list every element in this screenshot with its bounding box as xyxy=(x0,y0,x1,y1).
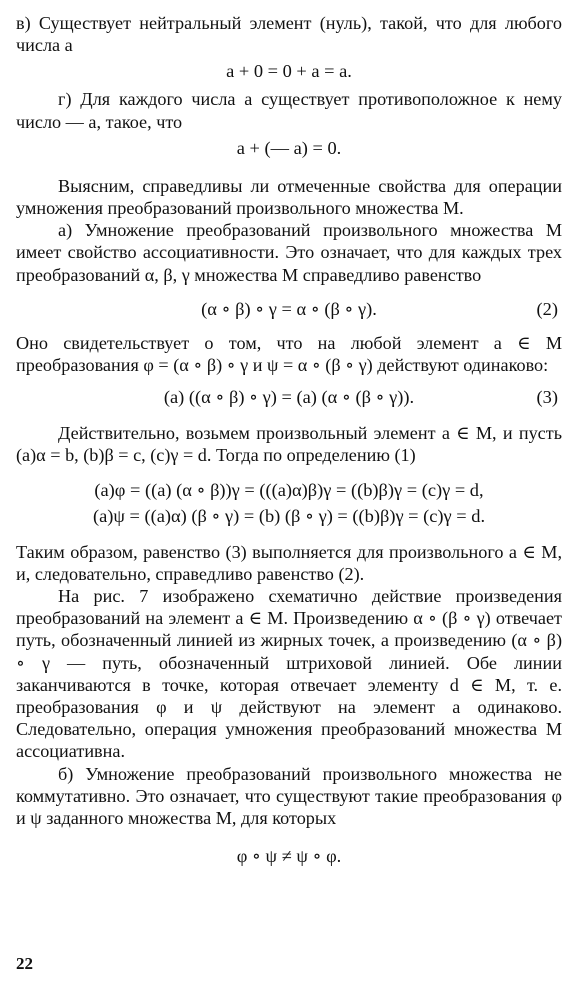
formula-opposite-text: a + (— a) = 0. xyxy=(236,137,342,158)
formula-3-text: (a) ((α ∘ β) ∘ γ) = (a) (α ∘ (β ∘ γ)). xyxy=(163,387,415,408)
paragraph-neutral-element: в) Существует нейтральный элемент (нуль), такой, что для любого числа a xyxy=(16,13,562,56)
formula-3-number: (3) xyxy=(536,387,558,408)
formula-2 xyxy=(16,298,562,320)
formula-non-commutative-text: φ ∘ ψ ≠ ψ ∘ φ. xyxy=(236,846,342,867)
paragraph-acts-equally: Оно свидетельствует о том, что на любой элемент a ∈ M преобразования φ = (α ∘ β) ∘ γ и ψ = α ∘ (β ∘ γ) действуют одинаково: xyxy=(16,332,562,376)
formula-2-number: (2) xyxy=(536,298,558,319)
formula-2-text: (α ∘ β) ∘ γ = α ∘ (β ∘ γ). xyxy=(201,298,377,319)
paragraph-opposite-number: г) Для каждого числа a существует противоположное к нему число — a, такое, что xyxy=(16,89,562,132)
formula-psi xyxy=(16,505,562,527)
formula-opposite-number xyxy=(16,137,562,159)
formula-phi-text: (a)φ = ((a) (α ∘ β))γ = (((a)α)β)γ = ((b)β)γ = (c)γ = d, xyxy=(94,479,484,500)
paragraph-thus: Таким образом, равенство (3) выполняется для произвольного a ∈ M, и, следовательно, справедливо равенство (2). xyxy=(16,541,562,584)
formula-zero-text: a + 0 = 0 + a = a. xyxy=(226,61,352,82)
paragraph-non-commutative: б) Умножение преобразований произвольного множества не коммутативно. Это означает, что существуют такие преобразования φ и ψ заданного множества M, для которых xyxy=(16,763,562,829)
paragraph-associativity: а) Умножение преобразований произвольного множества M имеет свойство ассоциативности. Это означает, что для каждых трех преобразований α, β, γ множества M справедливо равенство xyxy=(16,220,562,285)
formula-psi-text: (a)ψ = ((a)α) (β ∘ γ) = (b) (β ∘ γ) = ((b)β)γ = (c)γ = d. xyxy=(92,505,486,526)
formula-3 xyxy=(16,386,562,408)
page-number: 22 xyxy=(16,954,33,973)
formula-zero-element xyxy=(16,60,562,82)
paragraph-figure-7: На рис. 7 изображено схематично действие произведения преобразований на элемент a ∈ M. Произведению α ∘ (β ∘ γ) отвечает путь, обозначенный линией из жирных точек, а произведению (α ∘ β) ∘ γ — путь, обозначенный штриховой линией. Обе линии заканчиваются в точке, которая отвечает элементу d ∈ M, т. е. преобразования φ и ψ действуют на элемент a одинаково. Следовательно, операция умножения преобразований множества M ассоциативна. xyxy=(16,586,562,762)
formula-non-commutative xyxy=(16,845,562,867)
paragraph-intro: Выясним, справедливы ли отмеченные свойства для операции умножения преобразований произвольного множества M. xyxy=(16,175,562,219)
paragraph-indeed: Действительно, возьмем произвольный элемент a ∈ M, и пусть (a)α = b, (b)β = c, (c)γ = d. Тогда по определению (1) xyxy=(16,423,562,466)
formula-phi xyxy=(16,479,562,501)
